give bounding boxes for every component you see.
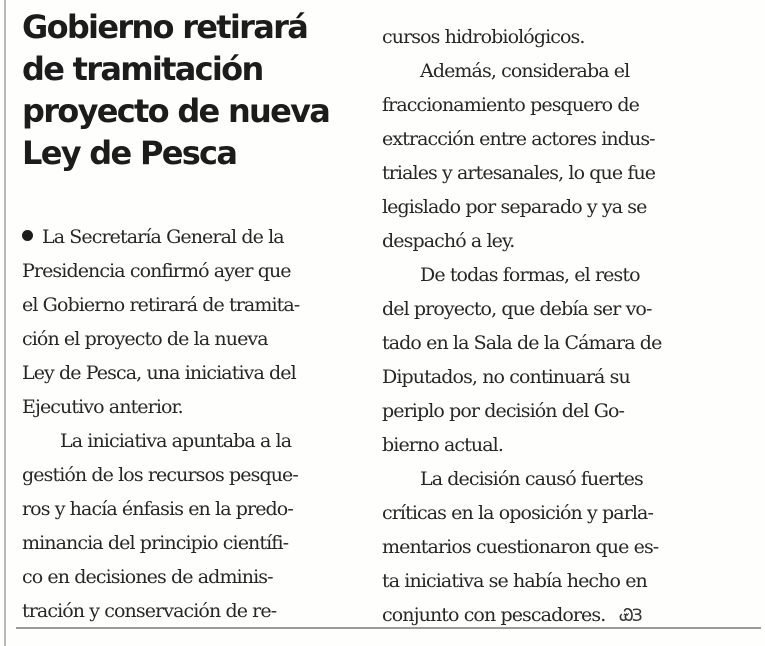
body-line-text: conjunto con pescadores. (382, 604, 606, 626)
body-line: periplo por decisión del Go- (382, 400, 625, 422)
body-line: bierno actual. (382, 434, 503, 456)
body-line: co en decisiones de adminis- (22, 566, 273, 588)
headline-line: de tramitación (22, 50, 263, 88)
body-line: Presidencia confirmó ayer que (22, 260, 291, 282)
column-rule-left (4, 0, 6, 646)
body-line: minancia del principio científi- (22, 532, 289, 554)
bottom-rule (16, 627, 761, 629)
body-line: legislado por separado y ya se (382, 196, 647, 218)
body-line (22, 220, 357, 254)
body-line: Diputados, no continuará su (382, 366, 630, 388)
bullet-icon (22, 230, 33, 241)
article-body-right (382, 20, 717, 633)
body-line: fraccionamiento pesquero de (382, 94, 639, 116)
body-line: tración y conservación de re- (22, 600, 277, 622)
body-line: el Gobierno retirará de tramita- (22, 294, 300, 316)
headline-line: Ley de Pesca (22, 134, 237, 172)
left-column (22, 6, 357, 628)
body-line: La iniciativa apuntaba a la (60, 430, 292, 452)
end-of-article-icon: ᏯЗ (619, 606, 641, 626)
body-line: mentarios cuestionaron que es- (382, 536, 659, 558)
body-line: ros y hacía énfasis en la predo- (22, 498, 293, 520)
body-line: La decisión causó fuertes (420, 468, 643, 490)
body-line: tado en la Sala de la Cámara de (382, 332, 662, 354)
body-line-text: La Secretaría General de la (42, 226, 284, 248)
body-line: cursos hidrobiológicos. (382, 26, 585, 48)
body-line: Ejecutivo anterior. (22, 396, 183, 418)
body-line: despachó a ley. (382, 230, 515, 252)
body-line: De todas formas, el resto (420, 264, 640, 286)
body-line: triales y artesanales, lo que fue (382, 162, 656, 184)
body-line: ta iniciativa se había hecho en (382, 570, 647, 592)
body-line: críticas en la oposición y parla- (382, 502, 654, 524)
body-line: extracción entre actores indus- (382, 128, 655, 150)
body-line: ción el proyecto de la nueva (22, 328, 268, 350)
body-line: del proyecto, que debía ser vo- (382, 298, 652, 320)
article-body-left (22, 220, 357, 628)
body-line: Además, consideraba el (420, 60, 630, 82)
headline-line: Gobierno retirará (22, 8, 308, 46)
headline (22, 6, 357, 174)
body-line: Ley de Pesca, una iniciativa del (22, 362, 296, 384)
headline-line: proyecto de nueva (22, 92, 330, 130)
body-line: gestión de los recursos pesque- (22, 464, 298, 486)
